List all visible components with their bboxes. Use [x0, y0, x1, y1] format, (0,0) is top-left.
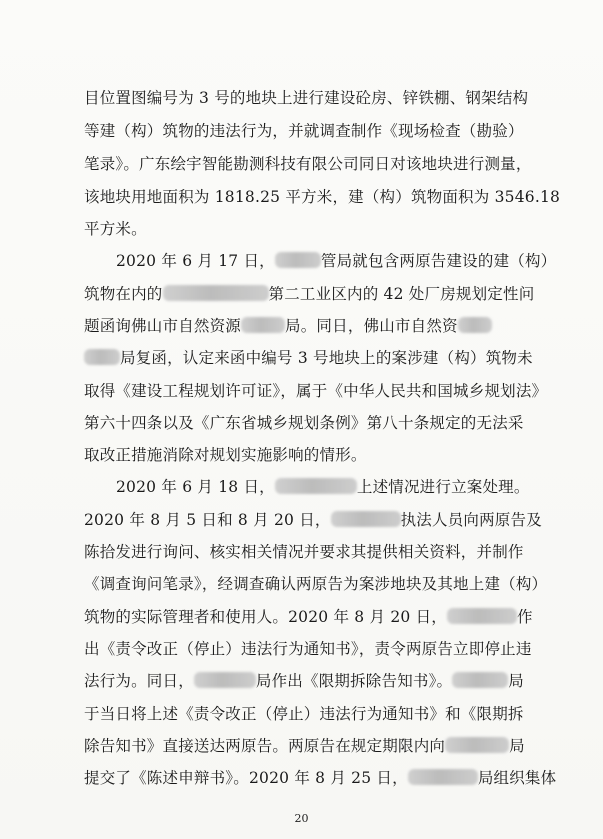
text-line-9 [84, 343, 533, 373]
text-line-6 [116, 246, 556, 276]
text-line-12 [84, 440, 367, 470]
redacted-block [447, 608, 517, 624]
redacted-block [84, 349, 120, 365]
redacted-block [275, 252, 321, 268]
text-line-17 [84, 602, 533, 632]
text-line-14 [84, 505, 542, 535]
text-segment: 平方米。 [84, 220, 147, 238]
redacted-block [445, 737, 509, 753]
text-segment: 执法人员向两原告及 [400, 511, 542, 529]
text-line-18 [84, 634, 532, 664]
text-segment: 局复函，认定来函中编号 3 号地块上的案涉建（构）筑物未 [120, 349, 533, 367]
redacted-block [163, 285, 269, 301]
text-segment: 局。同日，佛山市自然资 [285, 317, 458, 335]
text-segment: 筑物的实际管理者和使用人。2020 年 8 月 20 日， [84, 608, 447, 626]
text-segment: 陈拾发进行询问、核实相关情况并要求其提供相关资料，并制作 [84, 543, 524, 561]
text-line-8 [84, 311, 492, 341]
text-segment: 于当日将上述《责令改正（停止）违法行为通知书》和《限期拆 [84, 705, 524, 723]
text-segment: 局作出《限期拆除告知书》。 [255, 672, 453, 690]
text-segment: 2020 年 6 月 18 日， [116, 478, 275, 496]
text-line-11 [84, 408, 524, 438]
text-segment: 第六十四条以及《广东省城乡规划条例》第八十条规定的无法采 [84, 414, 524, 432]
text-segment: 局组织集体 [477, 769, 557, 787]
text-segment: 取得《建设工程规划许可证》，属于《中华人民共和国城乡规划法》 [84, 382, 548, 400]
text-segment: 上述情况进行立案处理。 [356, 478, 530, 496]
text-segment: 等建（构）筑物的违法行为，并就调查制作《现场检查（勘验） [84, 122, 524, 140]
text-segment: 法行为。同日， [84, 672, 194, 690]
text-segment: 题函询佛山市自然资源 [84, 317, 242, 335]
text-segment: 管局就包含两原告建设的建（构） [320, 252, 557, 270]
text-line-7 [84, 279, 534, 309]
text-line-16 [84, 569, 547, 599]
text-segment: 除告知书》直接送达两原告。两原告在规定期限内向 [84, 737, 446, 755]
text-segment: 2020 年 6 月 17 日， [116, 252, 275, 270]
text-segment: 作 [516, 608, 533, 626]
text-line-15 [84, 537, 524, 567]
text-segment: 局 [508, 672, 524, 690]
text-line-19 [84, 666, 524, 696]
redacted-block [241, 317, 285, 333]
text-segment: 第二工业区内的 42 处厂房规划定性问 [268, 285, 535, 303]
text-line-3 [84, 149, 532, 179]
text-line-21 [84, 731, 525, 761]
text-segment: 《调查询问笔录》，经调查确认两原告为案涉地块及其地上建（构） [84, 575, 548, 593]
page-number: 20 [294, 812, 309, 825]
redacted-block [408, 769, 478, 785]
text-segment: 取改正措施消除对规划实施影响的情形。 [84, 446, 367, 464]
text-segment: 目位置图编号为 3 号的地块上进行建设砼房、锌铁棚、钢架结构 [84, 89, 529, 107]
text-line-1 [84, 83, 528, 113]
redacted-block [331, 511, 401, 527]
text-line-10 [84, 376, 547, 406]
text-segment: 筑物在内的 [84, 285, 163, 303]
text-segment: 提交了《陈述申辩书》。2020 年 8 月 25 日， [84, 769, 408, 787]
text-line-5 [84, 214, 147, 244]
text-segment: 笔录》。广东绘宇智能勘测科技有限公司同日对该地块进行测量， [84, 155, 532, 173]
text-line-13 [116, 472, 530, 502]
text-segment: 出《责令改正（停止）违法行为通知书》，责令两原告立即停止违 [84, 640, 532, 658]
redacted-block [194, 672, 256, 688]
text-segment: 局 [509, 737, 525, 755]
text-line-2 [84, 116, 524, 146]
text-line-4 [84, 182, 560, 212]
redacted-block [452, 672, 508, 688]
text-segment: 该地块用地面积为 1818.25 平方米，建（构）筑物面积为 3546.18 [84, 188, 561, 206]
text-line-20 [84, 699, 524, 729]
redacted-block [458, 317, 492, 333]
text-line-22 [84, 763, 556, 793]
text-segment: 2020 年 8 月 5 日和 8 月 20 日， [84, 511, 331, 529]
redacted-block [275, 478, 357, 494]
